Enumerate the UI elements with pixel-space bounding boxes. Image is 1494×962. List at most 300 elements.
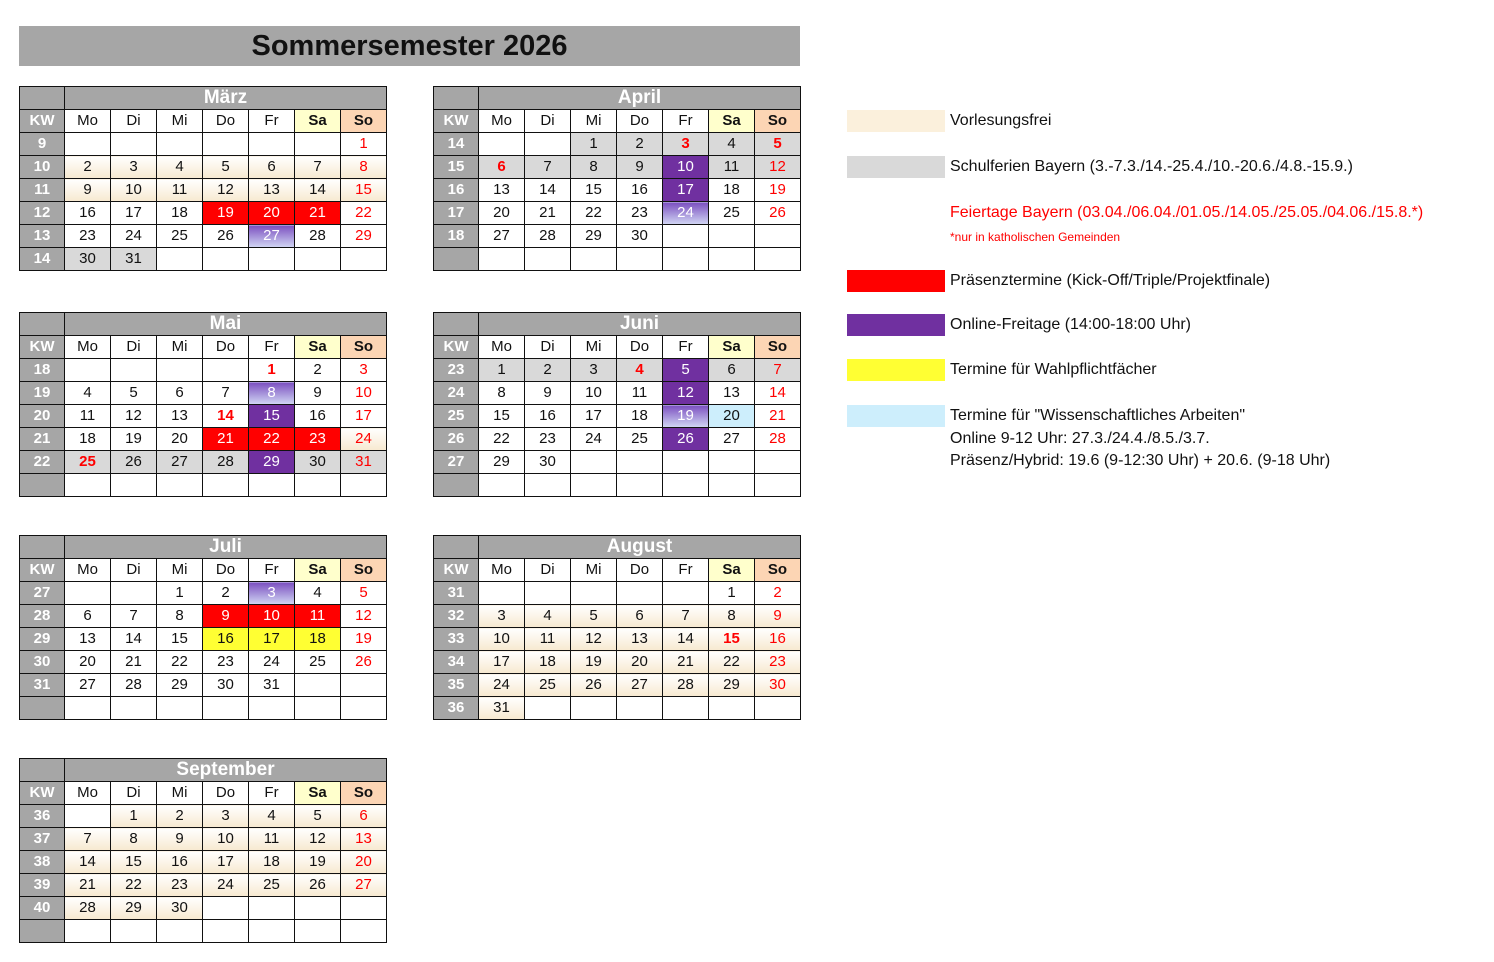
day-cell bbox=[295, 897, 341, 920]
day-cell bbox=[525, 582, 571, 605]
day-cell bbox=[709, 225, 755, 248]
day-cell: 23 bbox=[295, 428, 341, 451]
day-cell: 30 bbox=[65, 248, 111, 271]
week-number: 12 bbox=[20, 202, 65, 225]
week-row bbox=[20, 697, 387, 720]
week-row bbox=[434, 359, 801, 382]
day-cell: 22 bbox=[709, 651, 755, 674]
day-cell: 15 bbox=[249, 405, 295, 428]
day-cell: 19 bbox=[571, 651, 617, 674]
week-number: 36 bbox=[434, 697, 479, 720]
weekday-header: Sa bbox=[295, 559, 341, 582]
day-cell bbox=[663, 582, 709, 605]
day-cell bbox=[249, 133, 295, 156]
day-cell bbox=[571, 582, 617, 605]
day-cell: 1 bbox=[249, 359, 295, 382]
day-cell: 25 bbox=[525, 674, 571, 697]
week-number-header: KW bbox=[20, 110, 65, 133]
day-cell: 3 bbox=[249, 582, 295, 605]
day-cell: 21 bbox=[65, 874, 111, 897]
weekday-header: So bbox=[341, 559, 387, 582]
legend-swatch-schulferien bbox=[847, 156, 945, 178]
day-cell: 26 bbox=[203, 225, 249, 248]
day-cell: 24 bbox=[341, 428, 387, 451]
day-cell: 6 bbox=[249, 156, 295, 179]
day-cell: 4 bbox=[617, 359, 663, 382]
day-cell: 17 bbox=[249, 628, 295, 651]
day-cell bbox=[663, 225, 709, 248]
day-cell: 23 bbox=[65, 225, 111, 248]
week-row bbox=[20, 628, 387, 651]
week-row bbox=[434, 225, 801, 248]
week-row bbox=[20, 225, 387, 248]
day-cell: 30 bbox=[617, 225, 663, 248]
week-number: 18 bbox=[20, 359, 65, 382]
day-cell bbox=[571, 474, 617, 497]
day-cell: 9 bbox=[295, 382, 341, 405]
day-cell: 28 bbox=[295, 225, 341, 248]
day-cell bbox=[65, 697, 111, 720]
day-cell: 13 bbox=[479, 179, 525, 202]
legend-swatch-online bbox=[847, 314, 945, 336]
weekday-header: Fr bbox=[663, 336, 709, 359]
day-cell bbox=[111, 474, 157, 497]
weekday-header: Fr bbox=[663, 559, 709, 582]
week-number-header: KW bbox=[434, 336, 479, 359]
day-cell: 25 bbox=[157, 225, 203, 248]
week-number: 11 bbox=[20, 179, 65, 202]
month-name: Mai bbox=[65, 313, 387, 336]
weekday-header: Fr bbox=[249, 336, 295, 359]
day-cell: 28 bbox=[755, 428, 801, 451]
day-cell bbox=[65, 133, 111, 156]
day-cell bbox=[525, 697, 571, 720]
day-cell bbox=[571, 451, 617, 474]
day-cell: 5 bbox=[341, 582, 387, 605]
week-row bbox=[434, 405, 801, 428]
day-cell: 28 bbox=[65, 897, 111, 920]
day-cell bbox=[203, 359, 249, 382]
week-row bbox=[434, 474, 801, 497]
day-cell: 14 bbox=[663, 628, 709, 651]
week-number bbox=[434, 474, 479, 497]
day-cell: 5 bbox=[295, 805, 341, 828]
month-calendar-juli bbox=[19, 535, 387, 720]
legend-label-vorlesungsfrei: Vorlesungsfrei bbox=[950, 112, 1052, 129]
day-cell: 4 bbox=[157, 156, 203, 179]
day-cell bbox=[755, 451, 801, 474]
day-cell: 21 bbox=[111, 651, 157, 674]
day-cell: 13 bbox=[709, 382, 755, 405]
day-cell: 1 bbox=[479, 359, 525, 382]
day-cell bbox=[111, 920, 157, 943]
day-cell bbox=[111, 359, 157, 382]
day-cell: 28 bbox=[663, 674, 709, 697]
day-cell: 27 bbox=[709, 428, 755, 451]
month-header-spacer bbox=[20, 536, 65, 559]
day-cell: 14 bbox=[755, 382, 801, 405]
day-cell: 27 bbox=[617, 674, 663, 697]
day-cell: 24 bbox=[111, 225, 157, 248]
day-cell bbox=[249, 474, 295, 497]
day-cell bbox=[525, 133, 571, 156]
weekday-header: Fr bbox=[249, 782, 295, 805]
day-cell: 6 bbox=[617, 605, 663, 628]
day-cell bbox=[755, 248, 801, 271]
day-cell bbox=[203, 248, 249, 271]
week-number: 27 bbox=[434, 451, 479, 474]
day-cell bbox=[341, 474, 387, 497]
day-cell: 28 bbox=[111, 674, 157, 697]
day-cell: 29 bbox=[111, 897, 157, 920]
week-row bbox=[20, 382, 387, 405]
day-cell bbox=[203, 697, 249, 720]
day-cell bbox=[617, 697, 663, 720]
day-cell: 12 bbox=[203, 179, 249, 202]
day-cell: 1 bbox=[111, 805, 157, 828]
week-row bbox=[434, 697, 801, 720]
day-cell: 21 bbox=[203, 428, 249, 451]
weekday-header: Mo bbox=[479, 559, 525, 582]
day-cell: 7 bbox=[203, 382, 249, 405]
day-cell bbox=[479, 474, 525, 497]
day-cell: 19 bbox=[203, 202, 249, 225]
week-number-header: KW bbox=[434, 559, 479, 582]
week-number-header: KW bbox=[20, 782, 65, 805]
day-cell: 28 bbox=[525, 225, 571, 248]
day-cell bbox=[709, 697, 755, 720]
week-row bbox=[20, 248, 387, 271]
day-cell: 30 bbox=[157, 897, 203, 920]
day-cell: 20 bbox=[249, 202, 295, 225]
day-cell bbox=[295, 674, 341, 697]
week-number: 37 bbox=[20, 828, 65, 851]
day-cell: 8 bbox=[111, 828, 157, 851]
month-header-spacer bbox=[434, 87, 479, 110]
day-cell: 3 bbox=[571, 359, 617, 382]
day-cell: 7 bbox=[65, 828, 111, 851]
day-cell: 11 bbox=[295, 605, 341, 628]
day-cell: 17 bbox=[341, 405, 387, 428]
day-cell: 9 bbox=[65, 179, 111, 202]
day-cell: 19 bbox=[341, 628, 387, 651]
day-cell: 15 bbox=[157, 628, 203, 651]
day-cell: 25 bbox=[709, 202, 755, 225]
day-cell: 7 bbox=[755, 359, 801, 382]
day-cell: 2 bbox=[65, 156, 111, 179]
day-cell bbox=[111, 133, 157, 156]
weekday-header: Di bbox=[111, 559, 157, 582]
week-row bbox=[20, 156, 387, 179]
day-cell: 31 bbox=[341, 451, 387, 474]
week-number: 20 bbox=[20, 405, 65, 428]
day-cell: 29 bbox=[571, 225, 617, 248]
day-cell: 20 bbox=[617, 651, 663, 674]
weekday-header: Mo bbox=[65, 336, 111, 359]
day-cell: 10 bbox=[663, 156, 709, 179]
weekday-header: Di bbox=[111, 336, 157, 359]
weekday-header: Mi bbox=[157, 559, 203, 582]
day-cell bbox=[65, 920, 111, 943]
week-number: 27 bbox=[20, 582, 65, 605]
day-cell: 19 bbox=[295, 851, 341, 874]
day-cell: 31 bbox=[111, 248, 157, 271]
day-cell bbox=[157, 920, 203, 943]
day-cell bbox=[295, 697, 341, 720]
month-name: März bbox=[65, 87, 387, 110]
day-cell bbox=[111, 582, 157, 605]
day-cell: 8 bbox=[709, 605, 755, 628]
day-cell: 15 bbox=[709, 628, 755, 651]
day-cell bbox=[157, 359, 203, 382]
weekday-header: Sa bbox=[295, 336, 341, 359]
day-cell: 23 bbox=[203, 651, 249, 674]
day-cell: 16 bbox=[65, 202, 111, 225]
week-row bbox=[20, 582, 387, 605]
day-cell: 25 bbox=[65, 451, 111, 474]
day-cell bbox=[525, 474, 571, 497]
weekday-header: Fr bbox=[663, 110, 709, 133]
week-number: 39 bbox=[20, 874, 65, 897]
weekday-header: Mi bbox=[571, 336, 617, 359]
day-cell: 18 bbox=[525, 651, 571, 674]
day-cell: 3 bbox=[479, 605, 525, 628]
day-cell: 10 bbox=[571, 382, 617, 405]
day-cell: 23 bbox=[617, 202, 663, 225]
day-cell: 11 bbox=[709, 156, 755, 179]
day-cell: 11 bbox=[525, 628, 571, 651]
day-cell: 27 bbox=[479, 225, 525, 248]
day-cell bbox=[755, 697, 801, 720]
day-cell: 27 bbox=[65, 674, 111, 697]
day-cell: 24 bbox=[479, 674, 525, 697]
day-cell: 22 bbox=[249, 428, 295, 451]
day-cell: 9 bbox=[203, 605, 249, 628]
day-cell: 14 bbox=[295, 179, 341, 202]
week-number: 31 bbox=[434, 582, 479, 605]
day-cell: 13 bbox=[249, 179, 295, 202]
day-cell: 23 bbox=[157, 874, 203, 897]
day-cell: 17 bbox=[203, 851, 249, 874]
week-row bbox=[20, 474, 387, 497]
day-cell bbox=[65, 805, 111, 828]
day-cell: 5 bbox=[571, 605, 617, 628]
day-cell: 12 bbox=[341, 605, 387, 628]
day-cell: 27 bbox=[157, 451, 203, 474]
week-row bbox=[434, 628, 801, 651]
day-cell: 15 bbox=[479, 405, 525, 428]
day-cell: 21 bbox=[525, 202, 571, 225]
day-cell: 13 bbox=[157, 405, 203, 428]
day-cell bbox=[203, 897, 249, 920]
week-row bbox=[434, 651, 801, 674]
day-cell: 24 bbox=[571, 428, 617, 451]
week-row bbox=[20, 874, 387, 897]
day-cell: 26 bbox=[571, 674, 617, 697]
day-cell bbox=[295, 920, 341, 943]
day-cell bbox=[157, 248, 203, 271]
day-cell bbox=[525, 248, 571, 271]
day-cell bbox=[111, 697, 157, 720]
day-cell: 5 bbox=[663, 359, 709, 382]
day-cell: 21 bbox=[295, 202, 341, 225]
day-cell: 30 bbox=[525, 451, 571, 474]
day-cell: 16 bbox=[157, 851, 203, 874]
day-cell: 26 bbox=[663, 428, 709, 451]
week-number: 9 bbox=[20, 133, 65, 156]
day-cell: 3 bbox=[203, 805, 249, 828]
month-header-spacer bbox=[20, 313, 65, 336]
weekday-header: So bbox=[755, 336, 801, 359]
day-cell: 26 bbox=[295, 874, 341, 897]
week-number-header: KW bbox=[20, 559, 65, 582]
month-calendar-juni bbox=[433, 312, 801, 497]
day-cell: 18 bbox=[709, 179, 755, 202]
week-row bbox=[434, 156, 801, 179]
day-cell bbox=[617, 474, 663, 497]
day-cell: 8 bbox=[157, 605, 203, 628]
day-cell: 20 bbox=[479, 202, 525, 225]
weekday-header: So bbox=[341, 336, 387, 359]
week-row bbox=[20, 451, 387, 474]
legend-label-wahlpflicht: Termine für Wahlpflichtfächer bbox=[950, 361, 1157, 378]
day-cell bbox=[709, 451, 755, 474]
weekday-header: Mi bbox=[157, 336, 203, 359]
week-number: 38 bbox=[20, 851, 65, 874]
weekday-header: Di bbox=[525, 559, 571, 582]
weekday-header: So bbox=[755, 559, 801, 582]
day-cell: 19 bbox=[111, 428, 157, 451]
week-row bbox=[20, 202, 387, 225]
day-cell: 2 bbox=[755, 582, 801, 605]
day-cell: 14 bbox=[111, 628, 157, 651]
day-cell: 12 bbox=[111, 405, 157, 428]
day-cell: 30 bbox=[295, 451, 341, 474]
day-cell bbox=[479, 582, 525, 605]
month-name: September bbox=[65, 759, 387, 782]
day-cell: 6 bbox=[479, 156, 525, 179]
day-cell bbox=[295, 248, 341, 271]
day-cell: 14 bbox=[525, 179, 571, 202]
day-cell bbox=[709, 474, 755, 497]
weekday-header: Do bbox=[203, 782, 249, 805]
day-cell: 20 bbox=[341, 851, 387, 874]
day-cell bbox=[203, 133, 249, 156]
week-number: 23 bbox=[434, 359, 479, 382]
day-cell: 8 bbox=[571, 156, 617, 179]
day-cell bbox=[479, 133, 525, 156]
day-cell: 10 bbox=[479, 628, 525, 651]
day-cell: 25 bbox=[617, 428, 663, 451]
week-number: 36 bbox=[20, 805, 65, 828]
week-row bbox=[20, 359, 387, 382]
day-cell: 26 bbox=[341, 651, 387, 674]
day-cell: 14 bbox=[65, 851, 111, 874]
day-cell: 2 bbox=[525, 359, 571, 382]
week-row bbox=[434, 202, 801, 225]
month-calendar-märz bbox=[19, 86, 387, 271]
day-cell: 24 bbox=[663, 202, 709, 225]
day-cell bbox=[341, 697, 387, 720]
day-cell: 10 bbox=[203, 828, 249, 851]
legend-label-wissenschaft: Termine für "Wissenschaftliches Arbeiten" bbox=[950, 407, 1246, 424]
day-cell: 25 bbox=[249, 874, 295, 897]
weekday-header: Mo bbox=[479, 110, 525, 133]
week-number: 35 bbox=[434, 674, 479, 697]
week-row bbox=[434, 248, 801, 271]
day-cell: 15 bbox=[571, 179, 617, 202]
week-number: 24 bbox=[434, 382, 479, 405]
day-cell bbox=[249, 248, 295, 271]
week-number bbox=[20, 697, 65, 720]
month-name: April bbox=[479, 87, 801, 110]
week-number: 14 bbox=[434, 133, 479, 156]
week-row bbox=[20, 651, 387, 674]
week-number: 10 bbox=[20, 156, 65, 179]
weekday-header: So bbox=[341, 110, 387, 133]
day-cell: 15 bbox=[341, 179, 387, 202]
week-number: 33 bbox=[434, 628, 479, 651]
week-number: 14 bbox=[20, 248, 65, 271]
week-number: 29 bbox=[20, 628, 65, 651]
day-cell: 13 bbox=[617, 628, 663, 651]
weekday-header: Mi bbox=[157, 110, 203, 133]
week-row bbox=[434, 428, 801, 451]
day-cell bbox=[249, 697, 295, 720]
day-cell: 12 bbox=[571, 628, 617, 651]
day-cell: 23 bbox=[525, 428, 571, 451]
day-cell: 17 bbox=[111, 202, 157, 225]
week-row bbox=[20, 828, 387, 851]
day-cell: 27 bbox=[249, 225, 295, 248]
day-cell bbox=[341, 248, 387, 271]
day-cell: 17 bbox=[571, 405, 617, 428]
week-row bbox=[434, 382, 801, 405]
weekday-header: Mo bbox=[65, 782, 111, 805]
weekday-header: Mo bbox=[65, 110, 111, 133]
day-cell: 1 bbox=[157, 582, 203, 605]
day-cell bbox=[249, 897, 295, 920]
day-cell: 6 bbox=[709, 359, 755, 382]
day-cell bbox=[709, 248, 755, 271]
day-cell: 24 bbox=[249, 651, 295, 674]
day-cell bbox=[755, 474, 801, 497]
legend-label-feiertage: Feiertage Bayern (03.04./06.04./01.05./14.05./25.05./04.06./15.8.*) bbox=[950, 204, 1424, 221]
day-cell: 7 bbox=[295, 156, 341, 179]
day-cell: 5 bbox=[755, 133, 801, 156]
weekday-header: Mo bbox=[479, 336, 525, 359]
week-row bbox=[20, 674, 387, 697]
day-cell: 14 bbox=[203, 405, 249, 428]
day-cell: 3 bbox=[111, 156, 157, 179]
weekday-header: So bbox=[755, 110, 801, 133]
day-cell: 4 bbox=[295, 582, 341, 605]
week-number: 26 bbox=[434, 428, 479, 451]
week-row bbox=[20, 920, 387, 943]
day-cell: 30 bbox=[755, 674, 801, 697]
week-number: 30 bbox=[20, 651, 65, 674]
week-number: 19 bbox=[20, 382, 65, 405]
day-cell: 18 bbox=[295, 628, 341, 651]
day-cell: 8 bbox=[341, 156, 387, 179]
day-cell: 29 bbox=[341, 225, 387, 248]
legend-note-feiertage: *nur in katholischen Gemeinden bbox=[950, 230, 1121, 244]
day-cell: 18 bbox=[617, 405, 663, 428]
day-cell: 3 bbox=[663, 133, 709, 156]
day-cell: 12 bbox=[295, 828, 341, 851]
legend-swatch-vorlesungsfrei bbox=[847, 110, 945, 132]
week-row bbox=[20, 851, 387, 874]
